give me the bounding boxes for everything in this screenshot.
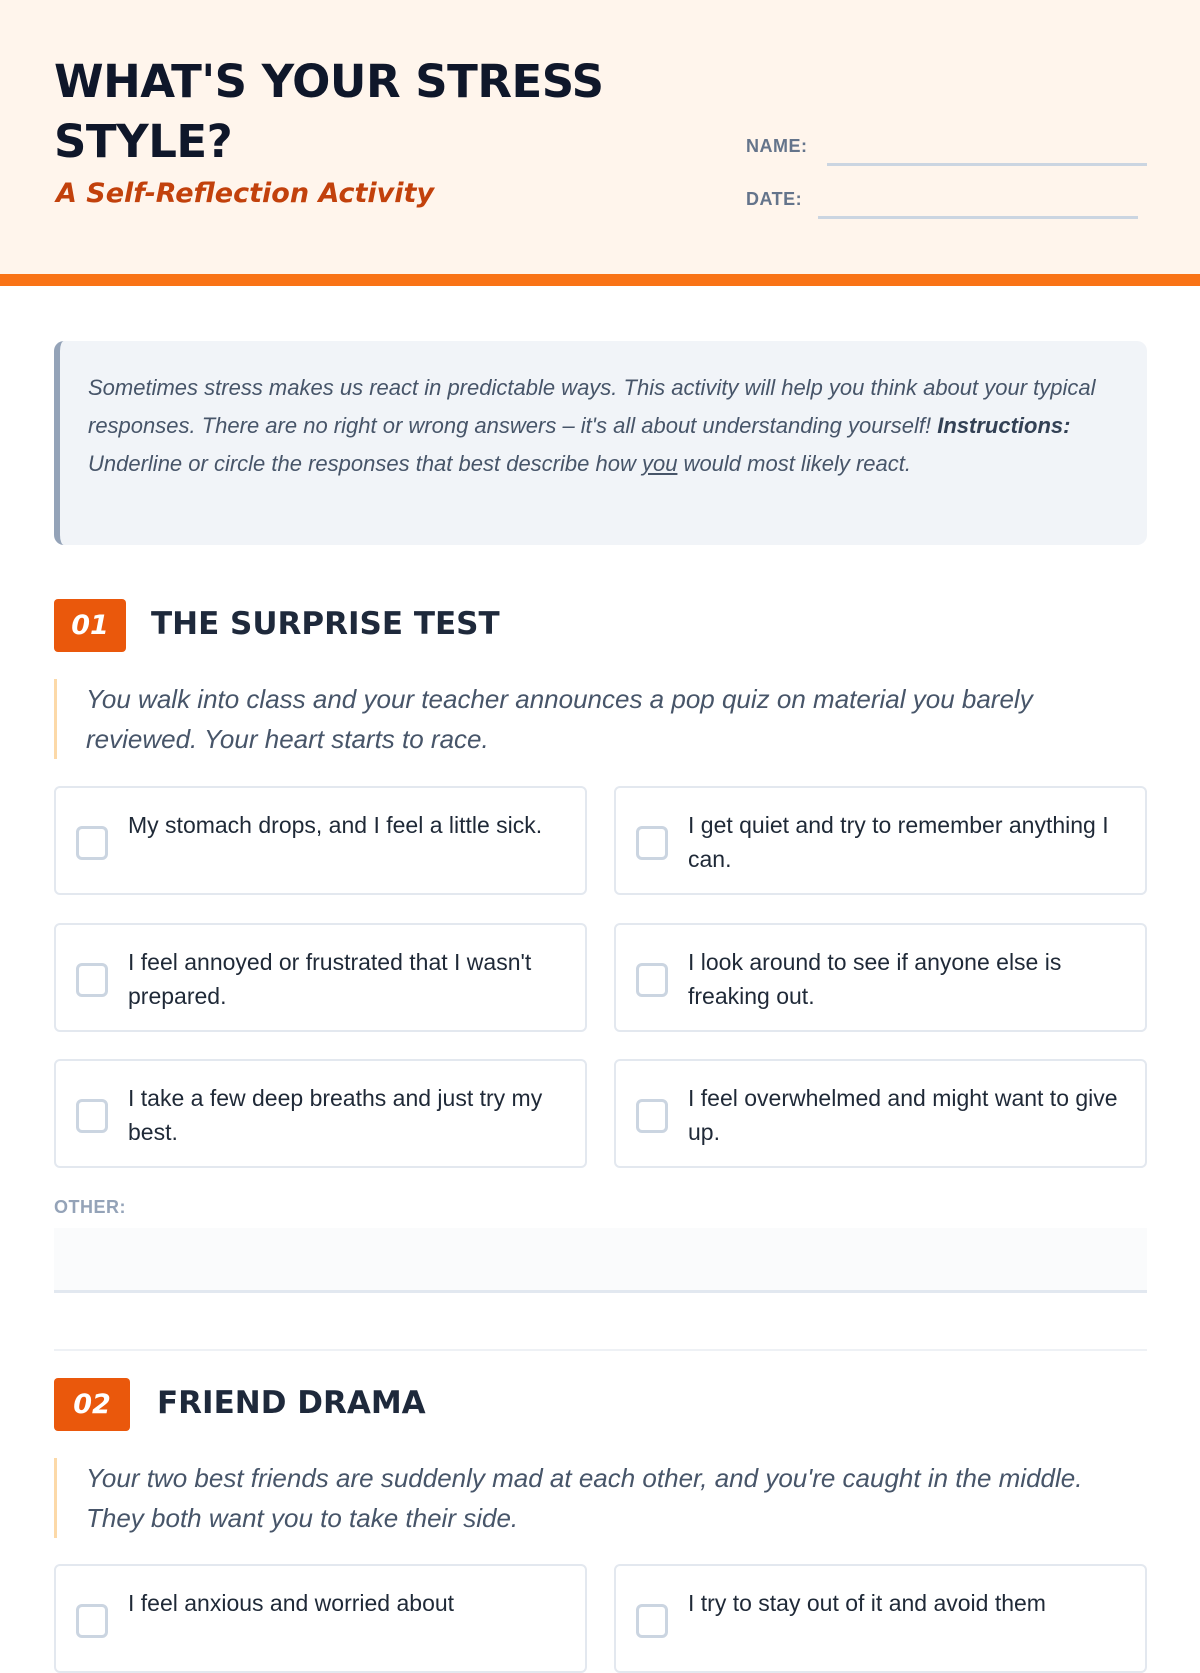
answer-option[interactable] xyxy=(614,923,1147,1032)
section-title: THE SURPRISE TEST xyxy=(151,606,500,642)
answer-option[interactable] xyxy=(614,1059,1147,1168)
date-field[interactable] xyxy=(818,216,1138,219)
answer-option-text: My stomach drops, and I feel a little sick. xyxy=(128,812,543,838)
scenario-text: Your two best friends are suddenly mad at each other, and you're caught in the middle. They both want you to take their side. xyxy=(54,1458,1147,1538)
page-title: WHAT'S YOUR STRESS STYLE? xyxy=(54,55,604,168)
instructions-text-end: would most likely react. xyxy=(677,451,911,476)
instructions-label: Instructions: xyxy=(937,413,1071,438)
section-number-badge: 02 xyxy=(54,1378,130,1431)
answer-option-text: I get quiet and try to remember anything I can. xyxy=(688,812,1109,872)
answer-option-text: I try to stay out of it and avoid them xyxy=(688,1590,1046,1616)
answer-option-text: I feel anxious and worried about xyxy=(128,1590,455,1616)
date-label: DATE: xyxy=(746,189,803,209)
answer-option[interactable] xyxy=(614,786,1147,895)
checkbox[interactable] xyxy=(636,963,668,997)
instructions-text: Underline or circle the responses that best describe how xyxy=(88,451,642,476)
instructions-emphasis: you xyxy=(641,451,678,476)
answer-option[interactable] xyxy=(54,1059,587,1168)
name-label: NAME: xyxy=(746,136,808,156)
scenario-text: You walk into class and your teacher announces a pop quiz on material you barely reviewed. Your heart starts to race. xyxy=(54,679,1147,759)
intro-text: Sometimes stress makes us react in predictable ways. This activity will help you think about your typical responses. There are no right or wrong answers – it's all about understanding yourself! xyxy=(88,375,1096,438)
answer-option-text: I feel annoyed or frustrated that I wasn't prepared. xyxy=(128,949,532,1009)
checkbox[interactable] xyxy=(636,826,668,860)
section-title: FRIEND DRAMA xyxy=(157,1385,426,1421)
checkbox[interactable] xyxy=(76,1604,108,1638)
intro-box xyxy=(54,341,1147,545)
section-number-badge: 01 xyxy=(54,599,126,652)
answer-option-text: I feel overwhelmed and might want to give up. xyxy=(688,1085,1118,1145)
answer-option[interactable] xyxy=(54,923,587,1032)
checkbox[interactable] xyxy=(76,963,108,997)
other-label: OTHER: xyxy=(54,1197,126,1217)
answer-option[interactable] xyxy=(54,1564,587,1673)
section-divider xyxy=(54,1349,1147,1351)
checkbox[interactable] xyxy=(636,1604,668,1638)
checkbox[interactable] xyxy=(76,1099,108,1133)
page-subtitle: A Self-Reflection Activity xyxy=(56,178,435,209)
other-input[interactable] xyxy=(54,1228,1147,1293)
page-header xyxy=(0,0,1200,274)
checkbox[interactable] xyxy=(76,826,108,860)
checkbox[interactable] xyxy=(636,1099,668,1133)
answer-option-text: I take a few deep breaths and just try my best. xyxy=(128,1085,543,1145)
answer-option-text: I look around to see if anyone else is freaking out. xyxy=(688,949,1062,1009)
header-accent-bar xyxy=(0,274,1200,286)
answer-option[interactable] xyxy=(614,1564,1147,1673)
answer-option[interactable] xyxy=(54,786,587,895)
name-field[interactable] xyxy=(827,163,1147,166)
